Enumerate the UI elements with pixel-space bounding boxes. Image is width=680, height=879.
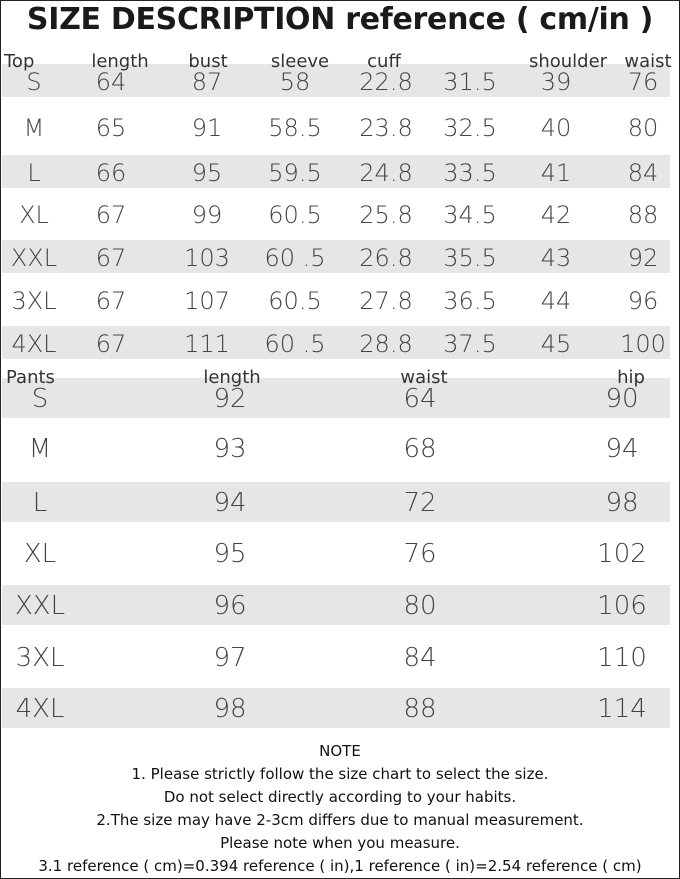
tops-measure-cell: 37.5 (443, 330, 497, 358)
tops-measure-cell: 95 (191, 159, 223, 187)
pants-size-label: XXL (14, 591, 66, 621)
tops-size-label: 4XL (11, 330, 57, 358)
tops-measure-cell: 42 (540, 201, 572, 229)
tops-measure-cell: 67 (95, 287, 127, 315)
pants-measure-cell: 97 (213, 643, 247, 673)
pants-size-row (2, 688, 670, 728)
pants-measure-cell: 80 (403, 591, 437, 621)
tops-measure-cell: 27.8 (359, 287, 413, 315)
tops-measure-cell: 36.5 (443, 287, 497, 315)
tops-column-header: sleeve (270, 51, 330, 72)
tops-measure-cell: 87 (191, 68, 223, 96)
pants-measure-cell: 94 (605, 434, 639, 464)
pants-size-row (2, 533, 670, 573)
pants-measure-cell: 114 (597, 694, 647, 724)
note-line: Do not select directly according to your habits. (163, 788, 517, 806)
pants-measure-cell: 88 (403, 694, 437, 724)
tops-measure-cell: 67 (95, 244, 127, 272)
tops-measure-cell: 44 (540, 287, 572, 315)
tops-size-label: XXL (10, 244, 58, 272)
tops-measure-cell: 31.5 (443, 68, 497, 96)
tops-measure-cell: 26.8 (359, 244, 413, 272)
tops-measure-cell: 40 (540, 114, 572, 142)
pants-size-row (2, 585, 670, 625)
tops-size-label: L (27, 159, 41, 187)
pants-size-label: 4XL (15, 694, 65, 724)
pants-measure-cell: 84 (403, 643, 437, 673)
note-line: 2.The size may have 2-3cm differs due to manual measurement. (96, 811, 584, 829)
tops-size-label: S (26, 68, 42, 96)
tops-measure-cell: 64 (95, 68, 127, 96)
tops-measure-cell: 84 (627, 159, 659, 187)
pants-measure-cell: 95 (213, 539, 247, 569)
pants-size-label: M (28, 434, 52, 464)
tops-measure-cell: 22.8 (359, 68, 413, 96)
tops-size-label: 3XL (11, 287, 57, 315)
tops-measure-cell: 23.8 (359, 114, 413, 142)
tops-column-header: waist (624, 51, 672, 72)
tops-measure-cell: 32.5 (443, 114, 497, 142)
pants-size-label: S (31, 384, 49, 414)
tops-measure-cell: 96 (627, 287, 659, 315)
pants-measure-cell: 92 (213, 384, 247, 414)
note-line: Please note when you measure. (220, 834, 460, 852)
pants-size-row (2, 637, 670, 677)
pants-measure-cell: 64 (403, 384, 437, 414)
tops-measure-cell: 66 (95, 159, 127, 187)
pants-column-header: hip (617, 367, 645, 388)
pants-measure-cell: 93 (213, 434, 247, 464)
pants-column-header: length (203, 367, 261, 388)
tops-measure-cell: 60.5 (268, 201, 322, 229)
page-title: SIZE DESCRIPTION reference ( cm/in ) (26, 2, 654, 37)
tops-measure-cell: 35.5 (443, 244, 497, 272)
tops-measure-cell: 76 (627, 68, 659, 96)
pants-measure-cell: 98 (213, 694, 247, 724)
note-line: 3.1 reference ( cm)=0.394 reference ( in),1 reference ( in)=2.54 reference ( cm) (38, 857, 642, 875)
tops-measure-cell: 88 (627, 201, 659, 229)
pants-size-label: L (32, 488, 48, 518)
pants-measure-cell: 96 (213, 591, 247, 621)
pants-size-row (2, 428, 670, 468)
pants-measure-cell: 76 (403, 539, 437, 569)
tops-column-header: shoulder (528, 51, 608, 72)
pants-size-label: XL (23, 539, 57, 569)
tops-measure-cell: 111 (184, 330, 230, 358)
tops-measure-cell: 45 (540, 330, 572, 358)
tops-measure-cell: 28.8 (359, 330, 413, 358)
pants-size-row (2, 378, 670, 418)
pants-measure-cell: 72 (403, 488, 437, 518)
tops-measure-cell: 41 (540, 159, 572, 187)
tops-measure-cell: 60.5 (268, 287, 322, 315)
tops-section-label: Top (4, 51, 35, 72)
pants-measure-cell: 110 (597, 643, 647, 673)
pants-measure-cell: 102 (597, 539, 647, 569)
pants-measure-cell: 98 (605, 488, 639, 518)
tops-measure-cell: 65 (95, 114, 127, 142)
tops-measure-cell: 67 (95, 201, 127, 229)
tops-measure-cell: 39 (540, 68, 572, 96)
pants-size-label: 3XL (15, 643, 65, 673)
pants-size-row (2, 482, 670, 522)
tops-measure-cell: 60 .5 (264, 330, 326, 358)
tops-measure-cell: 43 (540, 244, 572, 272)
tops-measure-cell: 58.5 (268, 114, 322, 142)
pants-measure-cell: 106 (597, 591, 647, 621)
tops-measure-cell: 24.8 (359, 159, 413, 187)
note-heading: NOTE (319, 742, 361, 760)
pants-section-label: Pants (6, 367, 55, 388)
tops-column-header: length (91, 51, 149, 72)
pants-measure-cell: 94 (213, 488, 247, 518)
tops-size-label: XL (19, 201, 49, 229)
pants-measure-cell: 68 (403, 434, 437, 464)
tops-column-header: bust (188, 51, 228, 72)
tops-measure-cell: 103 (184, 244, 230, 272)
tops-measure-cell: 34.5 (443, 201, 497, 229)
tops-column-header: cuff (367, 51, 401, 72)
tops-measure-cell: 80 (627, 114, 659, 142)
tops-measure-cell: 58 (279, 68, 311, 96)
tops-measure-cell: 67 (95, 330, 127, 358)
tops-measure-cell: 107 (184, 287, 230, 315)
tops-measure-cell: 33.5 (443, 159, 497, 187)
tops-measure-cell: 91 (191, 114, 223, 142)
pants-column-header: waist (400, 367, 448, 388)
tops-measure-cell: 99 (191, 201, 223, 229)
tops-measure-cell: 92 (627, 244, 659, 272)
tops-measure-cell: 100 (620, 330, 666, 358)
tops-measure-cell: 60 .5 (264, 244, 326, 272)
tops-measure-cell: 59.5 (268, 159, 322, 187)
pants-measure-cell: 90 (605, 384, 639, 414)
tops-measure-cell: 25.8 (359, 201, 413, 229)
size-notes (0, 740, 680, 878)
tops-size-label: M (23, 114, 45, 142)
note-line: 1. Please strictly follow the size chart to select the size. (131, 765, 549, 783)
